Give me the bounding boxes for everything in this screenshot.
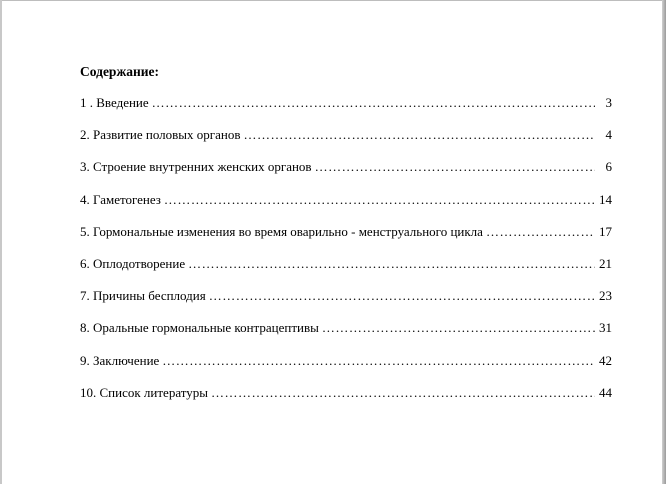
toc-entry-text: 10. Список литературы: [80, 384, 208, 400]
toc-entry-text: 4. Гаметогенез: [80, 191, 161, 207]
toc-entry-page: 44: [599, 384, 612, 400]
toc-entry-text: 6. Оплодотворение: [80, 255, 186, 271]
toc-entry-page: 14: [599, 191, 612, 207]
toc-dot-leader: [211, 383, 595, 403]
toc-dot-leader: [188, 254, 595, 274]
toc-entry-page: 31: [599, 320, 612, 336]
toc-entry-page: 23: [599, 288, 612, 304]
toc-title: Содержание:: [80, 64, 160, 79]
toc-entry-1: [80, 93, 612, 125]
toc-entry-page: 17: [599, 223, 612, 239]
page-right-edge: [662, 0, 666, 484]
toc-dot-leader: [322, 318, 595, 338]
toc-dot-leader: [152, 93, 595, 113]
toc-entry-2: [80, 125, 612, 157]
toc-entry-page: 21: [599, 255, 612, 271]
toc-entry-text: 3. Строение внутренних женских органов: [80, 159, 312, 175]
toc-dot-leader: [209, 286, 595, 306]
toc-entry-page: 4: [605, 127, 612, 143]
page-top-edge: [0, 0, 666, 1]
toc-dot-leader: [315, 157, 595, 177]
toc-entry-6: [80, 254, 612, 286]
toc-entry-7: [80, 286, 612, 318]
toc-entry-page: 42: [599, 352, 612, 368]
toc-entry-4: [80, 190, 612, 222]
toc-entry-page: 6: [605, 159, 612, 175]
toc-entry-9: [80, 351, 612, 383]
toc-entry-5: [80, 222, 612, 254]
toc-entry-3: [80, 157, 612, 189]
toc-dot-leader: [162, 351, 595, 371]
toc-dot-leader: [164, 190, 595, 210]
toc-entry-10: [80, 383, 612, 415]
toc-entry-text: 7. Причины бесплодия: [80, 288, 206, 304]
toc-entry-text: 2. Развитие половых органов: [80, 127, 241, 143]
toc-entry-text: 1 . Введение: [80, 95, 149, 110]
table-of-contents: [80, 62, 612, 415]
toc-entry-page: 3: [605, 95, 612, 110]
toc-entry-text: 5. Гормональные изменения во время оварильно - менструального цикла: [80, 223, 483, 239]
toc-entry-8: [80, 318, 612, 350]
toc-entry-text: 9. Заключение: [80, 352, 160, 368]
toc-dot-leader: [486, 222, 595, 242]
toc-dot-leader: [243, 125, 595, 145]
page-left-edge: [0, 0, 2, 484]
toc-entry-text: 8. Оральные гормональные контрацептивы: [80, 320, 319, 336]
